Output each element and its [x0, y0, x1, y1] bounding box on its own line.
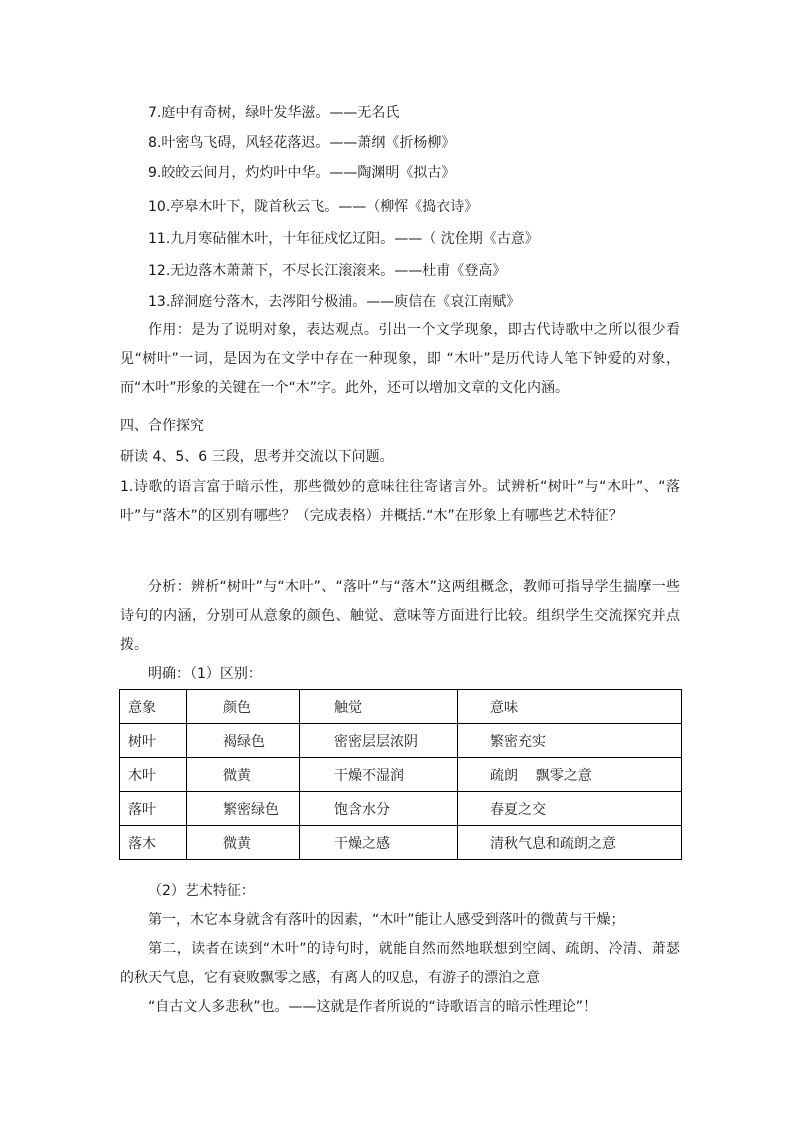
- table-cell: 繁密绿色: [187, 792, 300, 826]
- table-cell: 春夏之交: [458, 792, 682, 826]
- table-header-row: [120, 690, 682, 724]
- quote-line: 9.皎皎云间月，灼灼叶中华。——陶渊明《拟古》: [148, 165, 456, 181]
- closing-remark: “自古文人多悲秋”也。——这就是作者所说的“诗歌语言的暗示性理论”！: [148, 999, 598, 1015]
- table-cell: 清秋气息和疏朗之意: [458, 826, 682, 860]
- table-cell: 干燥不湿润: [300, 758, 458, 792]
- function-paragraph: 作用：是为了说明对象，表达观点。引出一个文学现象，即古代诗歌中之所以很少看见“树叶”一词，是因为在文学中存在一种现象，即 “木叶”是历代诗人笔下钟爱的对象，而“木叶”形象的关键在一个“木”字。此外，还可以增加文章的文化内涵。: [120, 322, 680, 396]
- function-paragraph-block: [120, 316, 680, 403]
- table-cell: 饱含水分: [300, 792, 458, 826]
- table-header-cell: 意象: [120, 690, 187, 724]
- table-cell: 树叶: [120, 724, 187, 758]
- quote-line: 8.叶密鸟飞碍，风轻花落迟。——萧纲《折杨柳》: [148, 135, 456, 151]
- table-row: [120, 792, 682, 826]
- table-row: [120, 724, 682, 758]
- features-block: [120, 906, 680, 1022]
- research-instruction: 研读 4、5、6 三段，思考并交流以下问题。: [120, 449, 394, 465]
- quote-line: 13.辞洞庭兮落木，去涔阳兮极浦。——庾信在《哀江南赋》: [148, 294, 521, 310]
- table-cell: 干燥之感: [300, 826, 458, 860]
- feature-first: 第一，木它本身就含有落叶的因素，“木叶”能让人感受到落叶的微黄与干燥；: [148, 912, 625, 928]
- analysis-block: [120, 573, 680, 660]
- quote-line: 11.九月寒砧催木叶，十年征戍忆辽阳。——（ 沈佺期《古意》: [148, 231, 539, 247]
- table-cell: 微黄: [187, 826, 300, 860]
- question-block: [120, 473, 680, 531]
- table-cell: 褐绿色: [187, 724, 300, 758]
- table-cell: 疏朗 飘零之意: [458, 758, 682, 792]
- table-row: [120, 826, 682, 860]
- table-cell: 密密层层浓阴: [300, 724, 458, 758]
- table-header-cell: 颜色: [187, 690, 300, 724]
- features-heading: （2）艺术特征：: [148, 883, 255, 899]
- table-cell: 落木: [120, 826, 187, 860]
- table-cell: 木叶: [120, 758, 187, 792]
- feature-second: 第二，读者在读到“木叶”的诗句时，就能自然而然地联想到空阔、疏朗、冷清、萧瑟的秋天气息，它有衰败飘零之感，有离人的叹息，有游子的漂泊之意: [120, 941, 680, 986]
- table-header-cell: 触觉: [300, 690, 458, 724]
- table-cell: 微黄: [187, 758, 300, 792]
- quote-line: 12.无边落木萧萧下，不尽长江滚滚来。——杜甫《登高》: [148, 263, 507, 279]
- clarify-heading: 明确：（1）区别：: [148, 666, 262, 682]
- comparison-table: [119, 689, 682, 860]
- table-cell: 繁密充实: [458, 724, 682, 758]
- table-row: [120, 758, 682, 792]
- quote-line: 10.亭皋木叶下，陇首秋云飞。——（柳恽《捣衣诗》: [148, 199, 479, 215]
- table-cell: 落叶: [120, 792, 187, 826]
- analysis-paragraph: 分析：辨析“树叶”与“木叶”、“落叶”与“落木”这两组概念，教师可指导学生揣摩一些诗句的内涵，分别可从意象的颜色、触觉、意味等方面进行比较。组织学生交流探究并点拨。: [120, 579, 680, 653]
- table-header-cell: 意味: [458, 690, 682, 724]
- question-paragraph: 1.诗歌的语言富于暗示性，那些微妙的意味往往寄诸言外。试辨析“树叶”与“木叶”、“落叶”与“落木”的区别有哪些？（完成表格）并概括.“木”在形象上有哪些艺术特征？: [120, 479, 680, 524]
- quote-line: 7.庭中有奇树，绿叶发华滋。——无名氏: [148, 105, 400, 121]
- section-title: 四、合作探究: [120, 418, 204, 434]
